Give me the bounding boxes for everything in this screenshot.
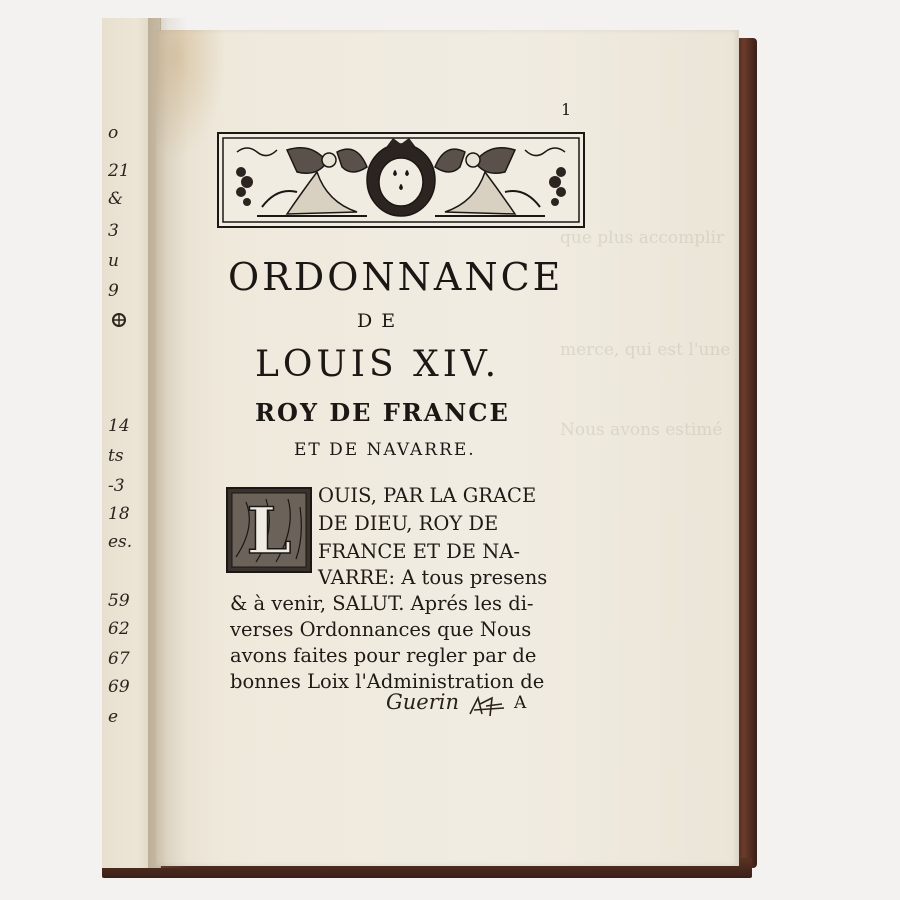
page-number: 1 <box>561 100 572 119</box>
fleuron-ornament-icon <box>110 311 128 329</box>
body-line: FRANCE ET DE NA- <box>318 540 520 563</box>
title-et-de-navarre: ET DE NAVARRE. <box>294 440 476 460</box>
left-page <box>102 18 161 868</box>
left-page-fragment: u <box>108 251 119 271</box>
left-page-fragment: ts <box>108 446 124 466</box>
body-line: verses Ordonnances que Nous <box>230 618 532 641</box>
drop-cap-letter: L <box>246 494 292 569</box>
decorated-drop-cap <box>226 487 312 573</box>
title-louis-xiv: LOUIS XIV. <box>255 344 501 385</box>
body-line: bonnes Loix l'Administration de <box>230 670 545 693</box>
title-de: DE <box>357 310 405 332</box>
left-page-fragment: -3 <box>108 476 125 496</box>
left-page-fragment: & <box>108 189 124 209</box>
left-page-fragment: e <box>108 707 119 727</box>
left-page-fragment: o <box>108 123 119 143</box>
title-roy-de-france: ROY DE FRANCE <box>255 398 510 427</box>
left-page-fragment: 3 <box>108 221 119 241</box>
body-line: avons faites pour regler par de <box>230 644 537 667</box>
left-page-fragment: 14 <box>108 416 130 436</box>
left-page-fragment: 62 <box>108 619 130 639</box>
left-page-fragment: 18 <box>108 504 130 524</box>
signature-flourish-icon <box>468 694 508 720</box>
left-page-fragment: 69 <box>108 677 130 697</box>
body-line: & à venir, SALUT. Aprés les di- <box>230 592 534 615</box>
signature-text: Guerin <box>386 690 460 714</box>
catchword: A <box>514 693 527 713</box>
left-page-fragment: es. <box>108 532 133 552</box>
woodcut-headpiece-ornament <box>217 132 585 228</box>
left-page-fragment: 67 <box>108 649 130 669</box>
title-ordonnance: ORDONNANCE <box>228 255 564 299</box>
left-page-fragment: 21 <box>108 161 130 181</box>
body-line: DE DIEU, ROY DE <box>318 512 499 535</box>
body-line: VARRE: A tous presens <box>318 566 548 589</box>
left-page-fragment: 9 <box>108 281 119 301</box>
body-line: OUIS, PAR LA GRACE <box>318 484 537 507</box>
left-page-fragment: 59 <box>108 591 130 611</box>
